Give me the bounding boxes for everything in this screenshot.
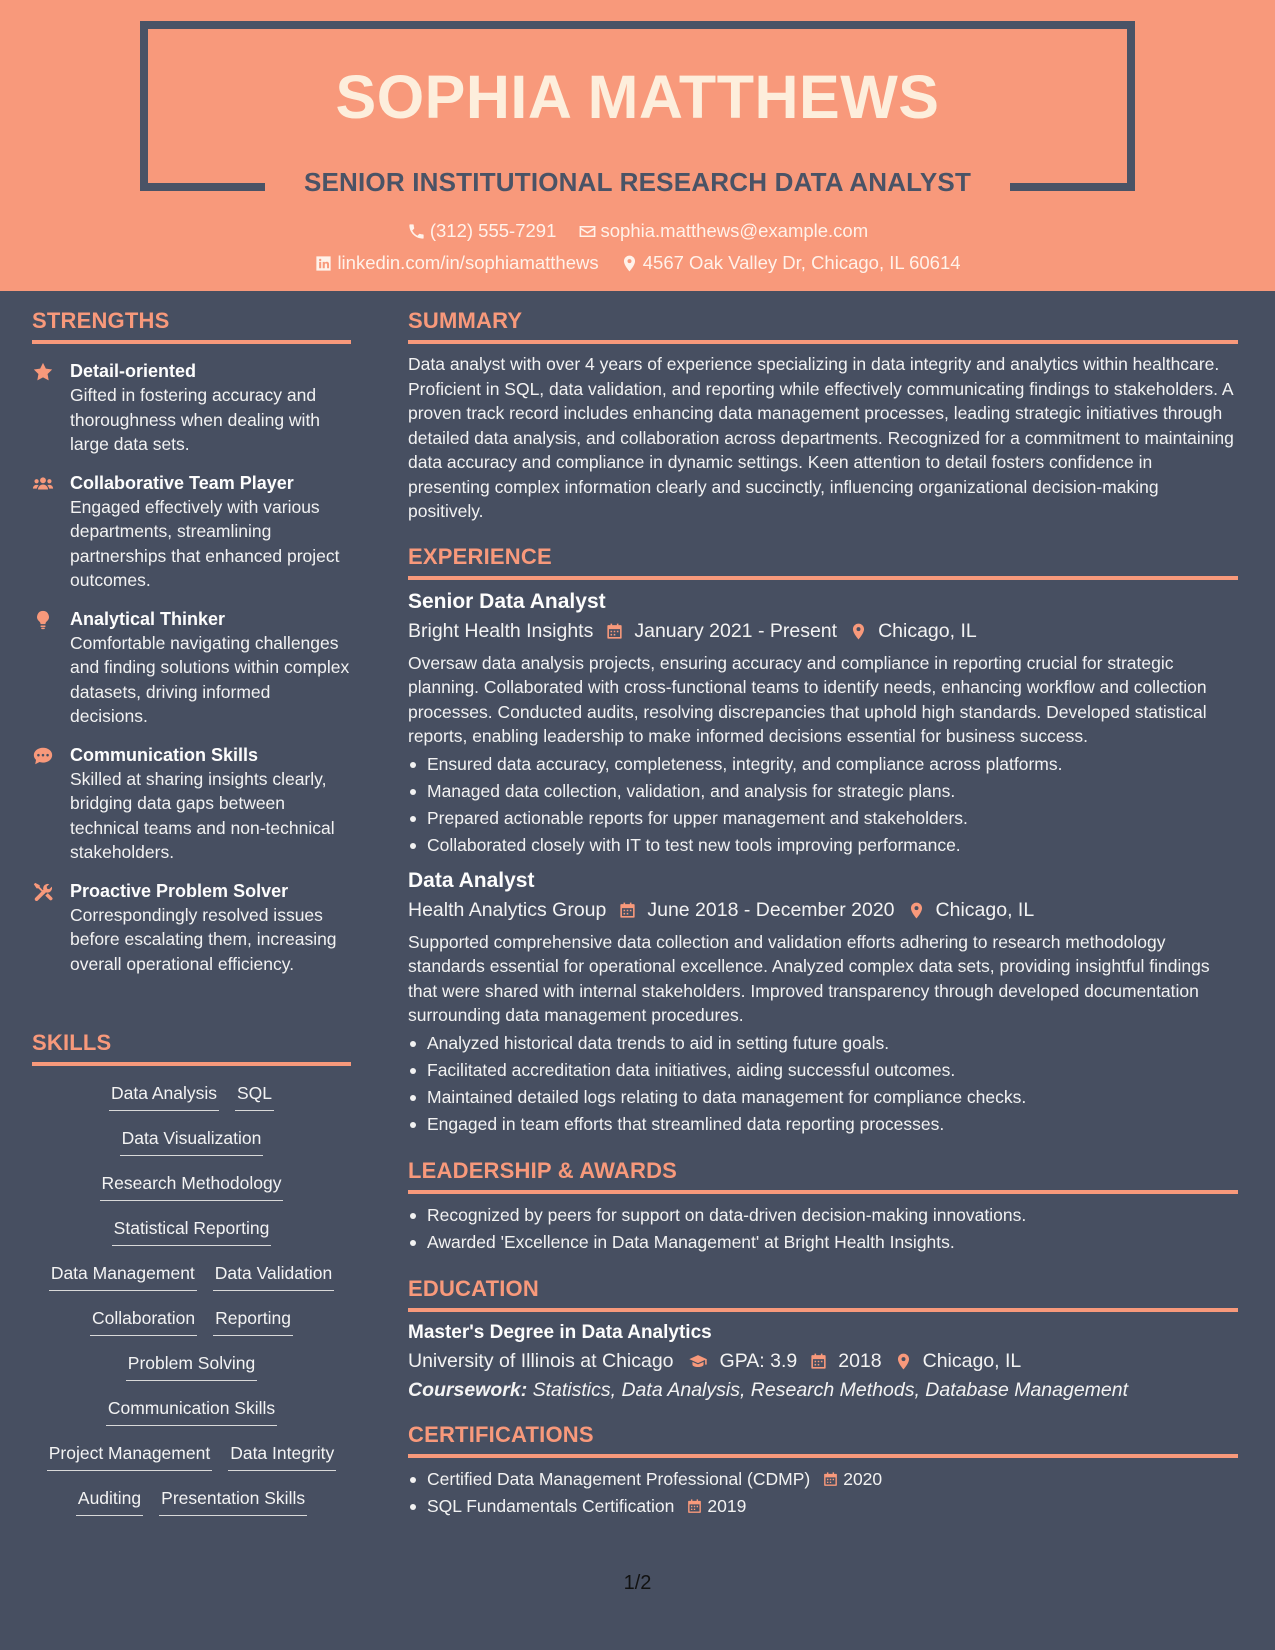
calendar-icon — [618, 901, 637, 920]
leadership-section — [408, 1158, 1238, 1256]
skills-section — [32, 1030, 351, 1531]
section-divider — [408, 1308, 1238, 1312]
education-section — [408, 1276, 1238, 1402]
school-name: University of Illinois at Chicago — [408, 1349, 674, 1372]
strength-title: Proactive Problem Solver — [70, 880, 289, 901]
skill-tag: Research Methodology — [100, 1171, 284, 1201]
skill-tag: Data Validation — [213, 1261, 334, 1291]
summary-text: Data analyst with over 4 years of experience specializing in data integrity and analytics within healthcare. Proficient in SQL, data validation, and reporting while effectively communicating findings to stakeholders. A proven track record includes enhancing data management processes, leading strategic initiatives through detailed data analysis, and collaboration across departments. Recognized for a commitment to maintaining data accuracy and compliance in dynamic settings. Keen attention to detail fosters confidence in presenting complex information clearly and succinctly, influencing organizational decision-making positively. — [408, 354, 1234, 521]
certifications-heading: CERTIFICATIONS — [408, 1421, 594, 1447]
strength-item — [32, 879, 351, 977]
skill-tag: Statistical Reporting — [112, 1216, 272, 1246]
map-marker-icon — [849, 622, 868, 641]
strength-title: Detail-oriented — [70, 361, 197, 381]
contact-email[interactable] — [578, 220, 869, 242]
linkedin-text: linkedin.com/in/sophiamatthews — [337, 252, 599, 273]
coursework-label: Coursework: — [408, 1378, 528, 1401]
skill-tag: Communication Skills — [106, 1396, 277, 1426]
certification-item — [408, 1493, 1238, 1520]
contact-phone[interactable] — [407, 220, 557, 242]
star-icon — [32, 361, 54, 383]
summary-section — [408, 308, 1238, 524]
email-text: sophia.matthews@example.com — [600, 220, 869, 241]
strengths-list — [32, 359, 351, 976]
map-marker-icon — [894, 1352, 913, 1371]
contact-linkedin[interactable] — [314, 252, 598, 274]
job-bullet: Maintained detailed logs relating to data management for compliance checks. — [408, 1084, 1238, 1111]
section-divider — [408, 340, 1238, 344]
job-bullet: Analyzed historical data trends to aid in setting future goals. — [408, 1030, 1238, 1057]
skill-tag: Auditing — [76, 1486, 143, 1516]
section-divider — [408, 1454, 1238, 1458]
job-bullet: Collaborated closely with IT to test new tools improving performance. — [408, 832, 1238, 859]
job-company: Bright Health Insights — [408, 619, 594, 642]
graduation-cap-icon — [686, 1352, 710, 1371]
strength-item — [32, 471, 351, 593]
job-bullet: Facilitated accreditation data initiatives, aiding successful outcomes. — [408, 1057, 1238, 1084]
skills-list — [32, 1081, 351, 1531]
skill-tag: Collaboration — [90, 1306, 197, 1336]
job-meta — [408, 620, 1238, 643]
job-location: Chicago, IL — [935, 898, 1035, 921]
job-bullet: Engaged in team efforts that streamlined data reporting processes. — [408, 1111, 1238, 1138]
coursework-list: Statistics, Data Analysis, Research Methods, Database Management — [532, 1378, 1129, 1401]
certification-year: 2020 — [843, 1468, 883, 1489]
skill-tag: Data Visualization — [120, 1126, 264, 1156]
candidate-title: SENIOR INSTITUTIONAL RESEARCH DATA ANALYST — [303, 167, 972, 197]
job-meta — [408, 899, 1238, 922]
strength-item — [32, 607, 351, 729]
summary-heading: SUMMARY — [408, 308, 523, 333]
skill-tag: Data Integrity — [228, 1441, 336, 1471]
leadership-bullet: Recognized by peers for support on data-driven decision-making innovations. — [408, 1202, 1238, 1229]
phone-icon — [407, 222, 426, 241]
strength-desc: Gifted in fostering accuracy and thoroughness when dealing with large data sets. — [70, 385, 321, 454]
job-dates: January 2021 - Present — [634, 619, 838, 642]
header-frame — [140, 21, 1135, 29]
job-bullet: Ensured data accuracy, completeness, integrity, and compliance across platforms. — [408, 751, 1238, 778]
linkedin-icon — [314, 254, 333, 273]
skill-tag: Problem Solving — [126, 1351, 257, 1381]
skill-tag: Presentation Skills — [159, 1486, 307, 1516]
skill-tag: Data Analysis — [109, 1081, 219, 1111]
lightbulb-icon — [32, 609, 54, 631]
skill-tag: Project Management — [47, 1441, 212, 1471]
section-divider — [408, 576, 1238, 580]
job-dates: June 2018 - December 2020 — [647, 898, 895, 921]
contact-address — [620, 252, 961, 274]
gpa: GPA: 3.9 — [719, 1349, 798, 1372]
contact-row — [0, 252, 1275, 278]
strength-title: Collaborative Team Player — [70, 472, 294, 493]
experience-section — [408, 544, 1238, 1138]
leadership-bullet: Awarded 'Excellence in Data Management' at Bright Health Insights. — [408, 1229, 1238, 1256]
leadership-bullets — [408, 1202, 1238, 1256]
section-divider — [408, 1190, 1238, 1194]
job-bullets — [408, 751, 1238, 859]
skill-tag: Reporting — [213, 1306, 293, 1336]
job-bullet: Prepared actionable reports for upper management and stakeholders. — [408, 805, 1238, 832]
skill-tag: Data Management — [49, 1261, 197, 1291]
job-entry — [408, 869, 1238, 1138]
calendar-icon — [822, 1471, 839, 1488]
strength-desc: Engaged effectively with various departments, streamlining partnerships that enhanced project outcomes. — [70, 496, 340, 590]
certification-name: Certified Data Management Professional (CDMP) — [427, 1468, 811, 1489]
calendar-icon — [809, 1352, 828, 1371]
certifications-section — [408, 1422, 1238, 1520]
job-location: Chicago, IL — [878, 619, 977, 642]
section-divider — [32, 340, 351, 344]
job-bullets — [408, 1030, 1238, 1138]
job-entry — [408, 590, 1238, 859]
strength-title: Communication Skills — [70, 744, 259, 765]
certification-item — [408, 1466, 1238, 1493]
address-text: 4567 Oak Valley Dr, Chicago, IL 60614 — [642, 252, 961, 273]
job-description: Supported comprehensive data collection and validation efforts adhering to research methodology standards essential for operational excellence. Analyzed complex data sets, providing insightful findings that were shared with internal stakeholders. Improved transparency through developed documentation surrounding data management procedures. — [408, 931, 1210, 1025]
degree-title: Master's Degree in Data Analytics — [408, 1321, 712, 1343]
job-title: Data Analyst — [408, 868, 535, 892]
job-description: Oversaw data analysis projects, ensuring accuracy and compliance in reporting crucial for strategic planning. Collaborated with cross-functional teams to identify needs, enhancing workflow and collection processes. Conducted audits, resolving discrepancies that uphold high standards. Developed statistical reports, enabling leadership to make informed decisions essential for business success. — [408, 652, 1207, 746]
envelope-icon — [578, 222, 597, 241]
strength-item — [32, 359, 351, 457]
strength-desc: Skilled at sharing insights clearly, bridging data gaps between technical teams and non-technical stakeholders. — [70, 768, 335, 862]
education-location: Chicago, IL — [922, 1349, 1022, 1372]
skill-tag: SQL — [235, 1081, 274, 1111]
education-heading: EDUCATION — [408, 1275, 539, 1301]
comment-icon — [32, 745, 54, 767]
users-icon — [32, 473, 54, 495]
leadership-heading: LEADERSHIP & AWARDS — [408, 1157, 678, 1183]
job-bullet: Managed data collection, validation, and analysis for strategic plans. — [408, 778, 1238, 805]
page-number: 1/2 — [623, 1572, 652, 1594]
certification-year: 2019 — [707, 1495, 747, 1516]
strength-item — [32, 743, 351, 865]
coursework — [408, 1379, 1238, 1402]
calendar-icon — [686, 1498, 703, 1515]
resume-header — [0, 0, 1275, 291]
certification-name: SQL Fundamentals Certification — [427, 1495, 675, 1516]
calendar-icon — [605, 622, 624, 641]
graduation-year: 2018 — [838, 1349, 882, 1372]
section-divider — [32, 1062, 351, 1066]
job-title: Senior Data Analyst — [408, 589, 606, 613]
skills-heading: SKILLS — [32, 1030, 112, 1055]
candidate-name: SOPHIA MATTHEWS — [335, 63, 940, 131]
strengths-heading: STRENGTHS — [32, 308, 170, 333]
experience-heading: EXPERIENCE — [408, 543, 552, 569]
strength-desc: Correspondingly resolved issues before escalating them, increasing overall operational efficiency. — [70, 904, 337, 974]
right-column — [408, 308, 1238, 1520]
phone-text: (312) 555-7291 — [429, 220, 557, 241]
map-marker-icon — [620, 254, 639, 273]
left-column — [32, 308, 351, 976]
map-marker-icon — [907, 901, 926, 920]
certifications-list — [408, 1466, 1238, 1520]
education-meta — [408, 1350, 1238, 1373]
contact-row — [0, 220, 1275, 246]
job-company: Health Analytics Group — [408, 898, 607, 921]
strength-desc: Comfortable navigating challenges and finding solutions within complex datasets, driving informed decisions. — [70, 632, 350, 726]
tools-icon — [32, 881, 54, 903]
strength-title: Analytical Thinker — [70, 608, 226, 629]
